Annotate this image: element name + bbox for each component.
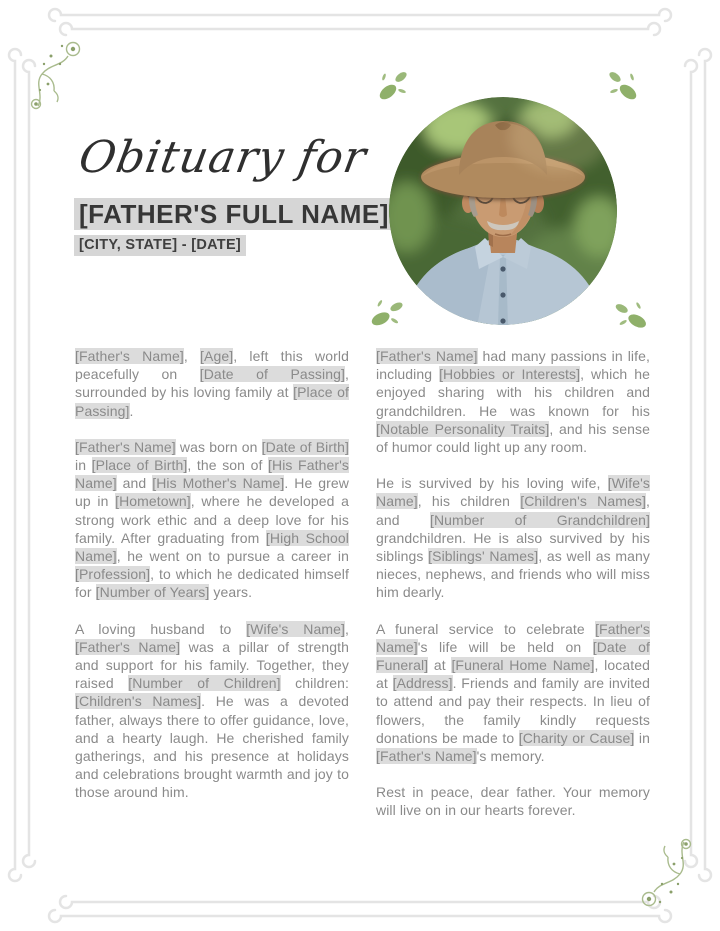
paragraph (75, 620, 349, 802)
body-text: years. (209, 584, 253, 601)
body-text: , as well as many nieces, nephews, and friends who will miss him dearly. (376, 548, 650, 601)
placeholder-highlight: [Funeral Home Name] (451, 657, 595, 674)
obituary-header (74, 126, 389, 256)
paragraph (376, 620, 650, 766)
body-text: . Friends and family are invited to attend and pay their respects. In lieu of flowers, the family kindly requests donations be made to (376, 675, 650, 746)
placeholder-highlight: [Hometown] (115, 493, 191, 510)
body-text: Rest in peace, dear father. Your memory will live on in our hearts forever. (376, 784, 650, 819)
placeholder-highlight: [Children's Names] (520, 493, 647, 510)
body-text: , (344, 620, 349, 637)
placeholder-highlight: [Address] (392, 675, 453, 692)
placeholder-highlight: [Date of Funeral] (376, 638, 650, 674)
body-text: He is survived by his loving wife, (376, 475, 608, 492)
floral-flourish-icon (24, 34, 98, 116)
body-text: , located at (376, 657, 650, 692)
placeholder-highlight: [Children's Names] (75, 693, 202, 710)
body-text: and (116, 475, 153, 492)
placeholder-highlight: [Number of Years] (95, 584, 210, 601)
placeholder-highlight: [Hobbies or Interests] (439, 366, 581, 383)
portrait-photo (389, 97, 617, 325)
body-text: , and his sense of humor could light up any room. (376, 420, 650, 456)
paragraph (75, 438, 349, 602)
leaf-cluster-icon (602, 64, 644, 106)
body-text: was born on (175, 438, 262, 455)
body-text: children: (280, 675, 349, 692)
placeholder-highlight: [Father's Name] (75, 638, 181, 655)
body-text: , his children (417, 493, 521, 510)
placeholder-highlight: [Age] (200, 348, 234, 364)
placeholder-highlight: [Number of Children] (128, 675, 281, 692)
body-text: , the son of (187, 457, 269, 474)
body-text: , where he developed a strong work ethic and a deep love for his family. After graduating from (75, 493, 349, 546)
body-text: in (634, 729, 650, 746)
paragraph (75, 347, 349, 420)
body-text: 's memory. (476, 748, 545, 765)
leaf-cluster-icon (607, 291, 656, 340)
body-text: , he went on to pursue a career in (116, 548, 349, 565)
body-text: , left this world peacefully on (75, 348, 349, 383)
body-text: at (428, 657, 452, 674)
paragraph (376, 347, 650, 456)
body-text: , (183, 348, 201, 364)
placeholder-highlight: [Notable Personality Traits] (376, 420, 550, 437)
placeholder-highlight: [Charity or Cause] (518, 729, 635, 746)
placeholder-highlight: [Profession] (75, 566, 151, 583)
placeholder-highlight: [Place of Passing] (75, 384, 349, 419)
body-text: had many passions in life, including (376, 348, 650, 383)
placeholder-highlight: [Place of Birth] (91, 457, 188, 474)
obituary-body (75, 347, 650, 820)
father-full-name-placeholder: [FATHER'S FULL NAME] (74, 198, 394, 230)
paragraph (376, 783, 650, 819)
floral-flourish-icon (624, 832, 698, 914)
body-text: , which he enjoyed sharing with his children and grandchildren. He was known for his (376, 366, 650, 419)
body-text: was a pillar of strength and support for his family. Together, they raised (75, 638, 349, 692)
placeholder-highlight: [Siblings' Names] (428, 548, 539, 565)
placeholder-highlight: [His Father's Name] (75, 457, 349, 492)
body-text: grandchildren. He is also survived by his siblings (376, 529, 650, 565)
placeholder-highlight: [Father's Name] (75, 438, 176, 455)
placeholder-highlight: [Wife's Name] (376, 475, 650, 510)
placeholder-highlight: [Father's Name] (75, 348, 184, 364)
placeholder-highlight: [High School Name] (75, 529, 349, 565)
placeholder-highlight: [Date of Passing] (199, 366, 345, 383)
body-column-right (376, 347, 650, 820)
body-text: , to which he dedicated himself for (75, 566, 349, 601)
body-text: . He grew up in (75, 475, 349, 510)
body-text: A loving husband to (75, 620, 247, 637)
placeholder-highlight: [Wife's Name] (246, 620, 345, 637)
placeholder-highlight: [Father's Name] (376, 348, 478, 364)
placeholder-highlight: [His Mother's Name] (152, 475, 285, 492)
body-text: . He was a devoted father, always there to offer guidance, love, and a hearty laugh. He cherished family gatherings, and his presence at holidays and celebrations brought warmth and joy to those around him. (75, 693, 349, 801)
body-text: 's life will be held on (417, 638, 593, 655)
placeholder-highlight: [Number of Grandchildren] (429, 511, 651, 528)
body-text: , and (376, 493, 651, 528)
paragraph (376, 474, 650, 601)
script-title: Obituary for (75, 132, 371, 183)
body-text: , surrounded by his loving family at (75, 366, 349, 401)
body-column-left (75, 347, 349, 820)
body-text: A funeral service to celebrate (376, 620, 596, 637)
body-text: . (129, 402, 134, 419)
body-text: in (75, 457, 92, 474)
placeholder-highlight: [Father's Name] (376, 620, 650, 655)
placeholder-highlight: [Father's Name] (376, 748, 477, 765)
placeholder-highlight: [Date of Birth] (261, 438, 349, 455)
city-state-date-placeholder: [CITY, STATE] - [DATE] (74, 235, 246, 256)
leaf-cluster-icon (372, 64, 414, 106)
leaf-cluster-icon (362, 288, 412, 338)
